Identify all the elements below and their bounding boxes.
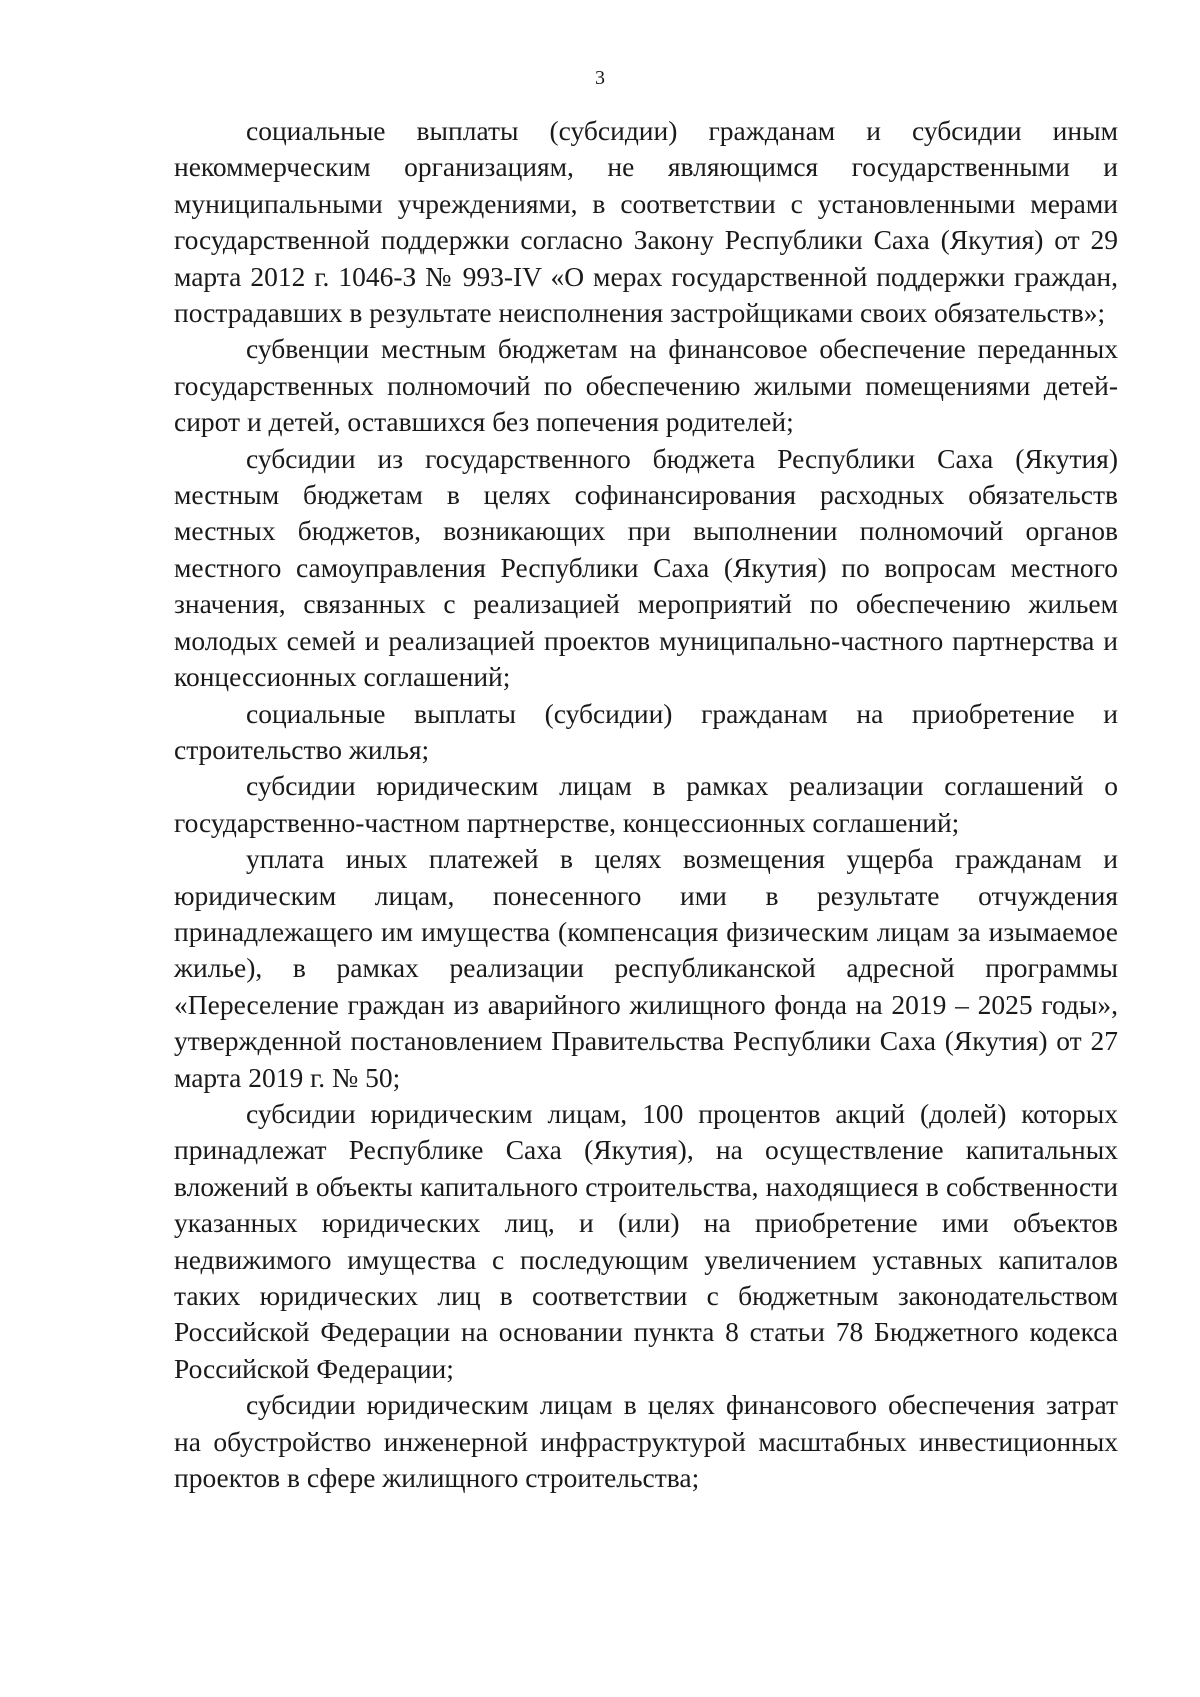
paragraph-social-payments-citizens-ngo: социальные выплаты (субсидии) гражданам и субсидии иным некоммерческим организациям, не являющимся государственными и муниципальными учреждениями, в соответствии с установленными мерами государственной поддержки согласно Закону Республики Саха (Якутия) от 29 марта 2012 г. 1046-З № 993-IV «О мерах государственной поддержки граждан, пострадавших в результате неисполнения застройщиками своих обязательств»; (174, 115, 1118, 329)
paragraph-subsidies-state-owned-entities: субсидии юридическим лицам, 100 процентов акций (долей) которых принадлежат Республике Саха (Якутия), на осуществление капитальных вложений в объекты капитального строительства, находящиеся в собственности указанных юридических лиц, и (или) на приобретение ими объектов недвижимого имущества с последующим увеличением уставных капиталов таких юридических лиц в соответствии с бюджетным законодательством Российской Федерации на основании пункта 8 статьи 78 Бюджетного кодекса Российской Федерации; (174, 1097, 1118, 1384)
paragraph-subsidies-infrastructure: субсидии юридическим лицам в целях финансового обеспечения затрат на обустройство инженерной инфраструктурой масштабных инвестиционных проектов в сфере жилищного строительства; (174, 1389, 1118, 1494)
document-body (174, 113, 1118, 1496)
paragraph-social-payments-housing: социальные выплаты (субсидии) гражданам на приобретение и строительство жилья; (174, 697, 1118, 765)
paragraph-compensation-resettlement: уплата иных платежей в целях возмещения ущерба гражданам и юридическим лицам, понесенного ими в результате отчуждения принадлежащего им имущества (компенсация физическим лицам за изымаемое жилье), в рамках реализации республиканской адресной программы «Переселение граждан из аварийного жилищного фонда на 2019 – 2025 годы», утвержденной постановлением Правительства Республики Саха (Якутия) от 27 марта 2019 г. № 50; (174, 843, 1118, 1093)
paragraph-subsidies-local-budgets: субсидии из государственного бюджета Республики Саха (Якутия) местным бюджетам в целях софинансирования расходных обязательств местных бюджетов, возникающих при выполнении полномочий органов местного самоуправления Республики Саха (Якутия) по вопросам местного значения, связанных с реализацией мероприятий по обеспечению жильем молодых семей и реализацией проектов муниципально-частного партнерства и концессионных соглашений; (174, 442, 1118, 693)
paragraph-subsidies-ppp: субсидии юридическим лицам в рамках реализации соглашений о государственно-частном партнерстве, концессионных соглашений; (174, 770, 1118, 838)
page-number: 3 (595, 67, 605, 89)
paragraph-subventions-orphans-housing: субвенции местным бюджетам на финансовое обеспечение переданных государственных полномочий по обеспечению жилыми помещениями детей-сирот и детей, оставшихся без попечения родителей; (174, 333, 1118, 438)
